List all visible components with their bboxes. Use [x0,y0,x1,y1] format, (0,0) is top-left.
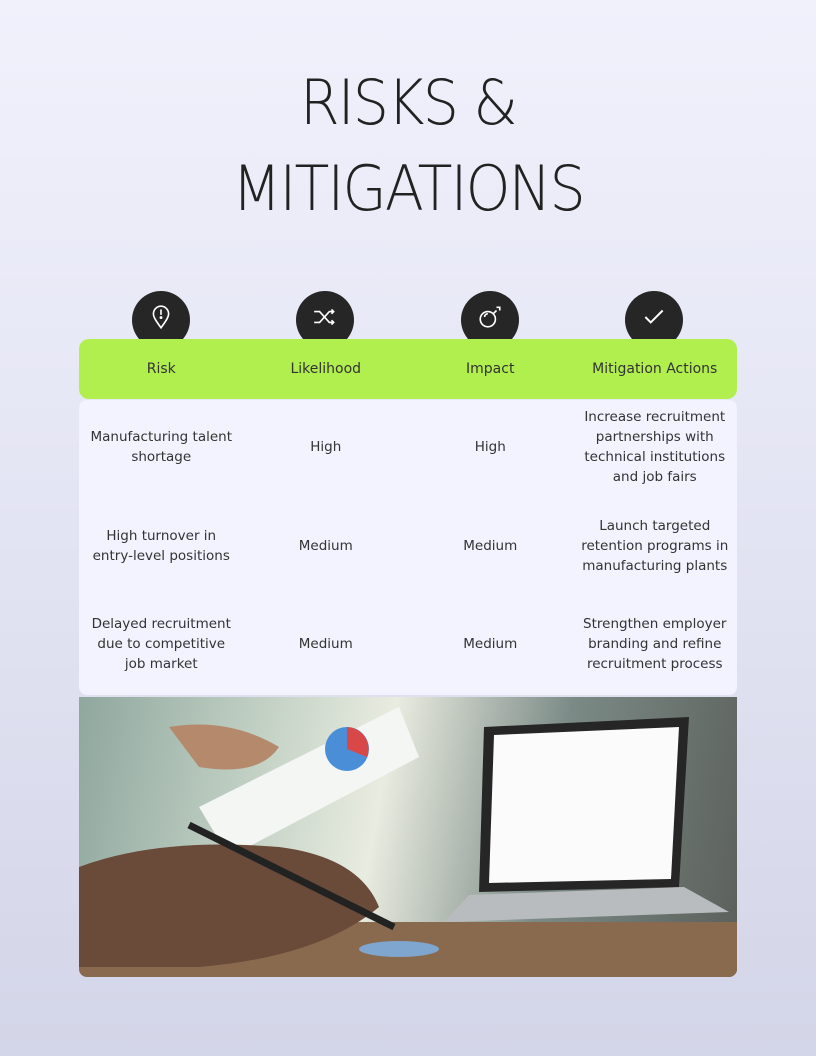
cell-impact: Medium [463,636,518,652]
header-mitigation: Mitigation Actions [592,361,718,377]
cell-mitigation: Launch targeted retention programs in manufacturing plants [581,518,729,574]
cell-mitigation: Strengthen employer branding and refine recruitment process [583,616,727,672]
table-body [79,400,737,695]
page-title-line2: MITIGATIONS [232,152,584,225]
table-row [79,402,737,492]
header-impact: Impact [466,361,515,377]
cell-likelihood: Medium [298,538,353,554]
table-row [79,599,737,689]
cell-likelihood: Medium [298,636,353,652]
header-risk: Risk [146,361,176,377]
header-likelihood: Likelihood [290,361,362,377]
cell-mitigation: Increase recruitment partnerships with technical institutions and job fairs [584,409,726,485]
office-photo [79,697,737,977]
cell-impact: Medium [463,538,518,554]
cell-risk: Delayed recruitment due to competitive job market [91,616,231,672]
cell-likelihood: High [310,439,342,455]
page-title-line1: RISKS & [299,66,516,139]
cell-risk: Manufacturing talent shortage [90,429,233,465]
cell-risk: High turnover in entry-level positions [92,528,230,564]
table-header [79,339,737,399]
table-row [79,501,737,591]
cell-impact: High [474,439,506,455]
